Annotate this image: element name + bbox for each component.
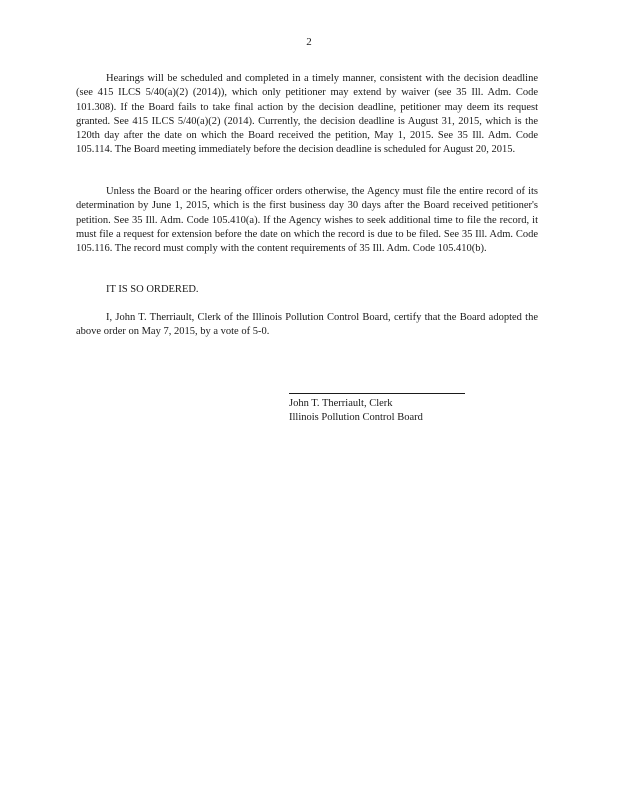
paragraph-text: IT IS SO ORDERED. (106, 284, 199, 295)
signer-name-title: John T. Therriault, Clerk (289, 398, 393, 409)
paragraph-clerk-certification (76, 311, 538, 340)
signature-block (289, 397, 423, 425)
paragraph-so-ordered (76, 283, 538, 297)
paragraph-record-filing (76, 185, 538, 256)
paragraph-text: I, John T. Therriault, Clerk of the Illinois Pollution Control Board, certify that the Board adopted the above order on May 7, 2015, by a vote of 5-0. (76, 312, 538, 338)
paragraph-hearings-schedule (76, 72, 538, 158)
signer-organization: Illinois Pollution Control Board (289, 412, 423, 423)
paragraph-text: Hearings will be scheduled and completed in a timely manner, consistent with the decision deadline (see 415 ILCS 5/40(a)(2) (2014)), which only petitioner may extend by waiver (see 35 Ill. Adm. Code 101.308). If the Board fails to take final action by the decision deadline, petitioner may deem its request granted. See 415 ILCS 5/40(a)(2) (2014). Currently, the decision deadline is August 31, 2015, which is the 120th day after the date on which the Board received the petition, May 1, 2015. See 35 Ill. Adm. Code 105.114. The Board meeting immediately before the decision deadline is scheduled for August 20, 2015. (76, 73, 538, 156)
paragraph-text: Unless the Board or the hearing officer orders otherwise, the Agency must file the entire record of its determination by June 1, 2015, which is the first business day 30 days after the Board received petitioner's petition. See 35 Ill. Adm. Code 105.410(a). If the Agency wishes to seek additional time to file the record, it must file a request for extension before the date on which the record is due to be filed. See 35 Ill. Adm. Code 105.116. The record must comply with the content requirements of 35 Ill. Adm. Code 105.410(b). (76, 186, 538, 255)
signature-line (289, 393, 465, 394)
page-number: 2 (306, 36, 312, 48)
